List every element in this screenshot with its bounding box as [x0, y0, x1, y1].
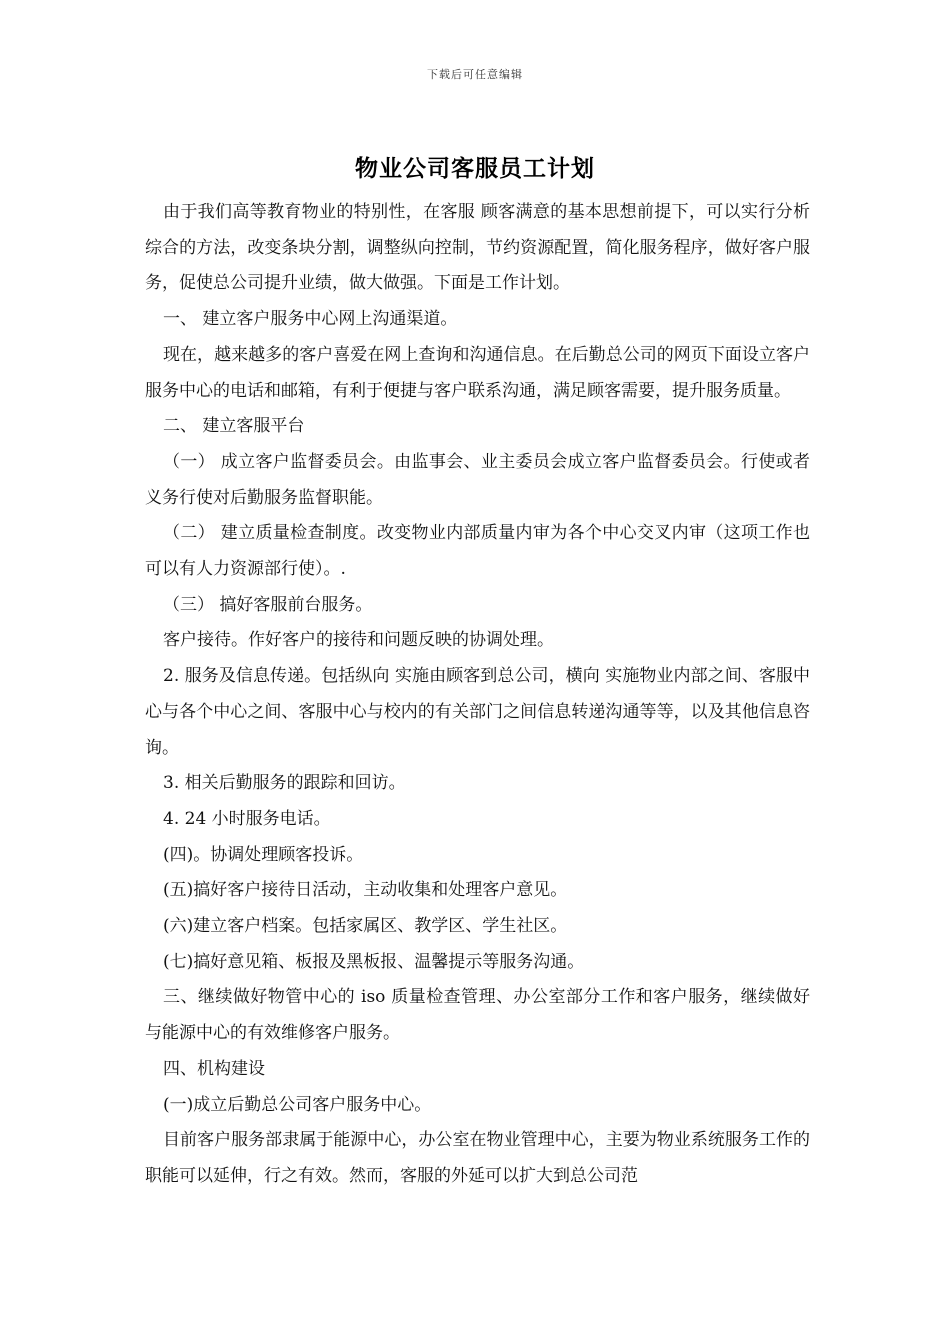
item-customer-reception: 客户接待。作好客户的接待和问题反映的协调处理。 — [163, 630, 554, 651]
heading-section-3: 三、继续做好物管中心的 iso 质量检查管理、办公室部分工作和客户服务，继续做好与能源中心的有效维修客户服务。 — [145, 987, 810, 1044]
item-follow-up: 3. 相关后勤服务的跟踪和回访。 — [163, 773, 406, 794]
item-service-center: (一)成立后勤总公司客户服务中心。 — [163, 1094, 432, 1115]
item-hotline: 4. 24 小时服务电话。 — [163, 808, 331, 829]
item-suggestion-box: (七)搞好意见箱、板报及黑板报、温馨提示等服务沟通。 — [163, 951, 585, 972]
document-title: 物业公司客服员工计划 — [355, 155, 595, 182]
header-note: 下载后可任意编辑 — [427, 68, 523, 81]
item-info-transfer: 2. 服务及信息传递。包括纵向 实施由顾客到总公司，横向 实施物业内部之间、客服中心与各个中心之间、客服中心与校内的有关部门之间信息转递沟通等等，以及其他信息咨询。 — [145, 666, 810, 758]
document-body — [145, 195, 810, 1195]
heading-section-4: 四、机构建设 — [163, 1058, 265, 1079]
heading-section-1: 一、 建立客户服务中心网上沟通渠道。 — [163, 309, 458, 330]
item-supervision-committee: （一） 成立客户监督委员会。由监事会、业主委员会成立客户监督委员会。行使或者义务行使对后勤服务监督职能。 — [145, 451, 810, 508]
item-complaints: (四)。协调处理顾客投诉。 — [163, 844, 364, 865]
paragraph-current-status: 目前客户服务部隶属于能源中心，办公室在物业管理中心，主要为物业系统服务工作的职能可以延伸，行之有效。然而，客服的外延可以扩大到总公司范 — [145, 1130, 810, 1186]
item-reception-day: (五)搞好客户接待日活动，主动收集和处理客户意见。 — [163, 880, 568, 901]
paragraph-online-channel: 现在，越来越多的客户喜爱在网上查询和沟通信息。在后勤总公司的网页下面设立客户服务中心的电话和邮箱，有利于便捷与客户联系沟通，满足顾客需要，提升服务质量。 — [145, 344, 810, 401]
heading-section-2: 二、 建立客服平台 — [163, 416, 305, 437]
item-quality-inspection: （二） 建立质量检查制度。改变物业内部质量内审为各个中心交叉内审（这项工作也可以有人力资源部行使）。. — [145, 523, 810, 580]
paragraph-intro: 由于我们高等教育物业的特别性，在客服 顾客满意的基本思想前提下，可以实行分析综合的方法，改变条块分割，调整纵向控制，节约资源配置，简化服务程序，做好客户服务，促使总公司提升业绩，做大做强。下面是工作计划。 — [145, 202, 810, 294]
item-customer-files: (六)建立客户档案。包括家属区、教学区、学生社区。 — [163, 916, 568, 937]
item-front-desk: （三） 搞好客服前台服务。 — [163, 594, 373, 615]
